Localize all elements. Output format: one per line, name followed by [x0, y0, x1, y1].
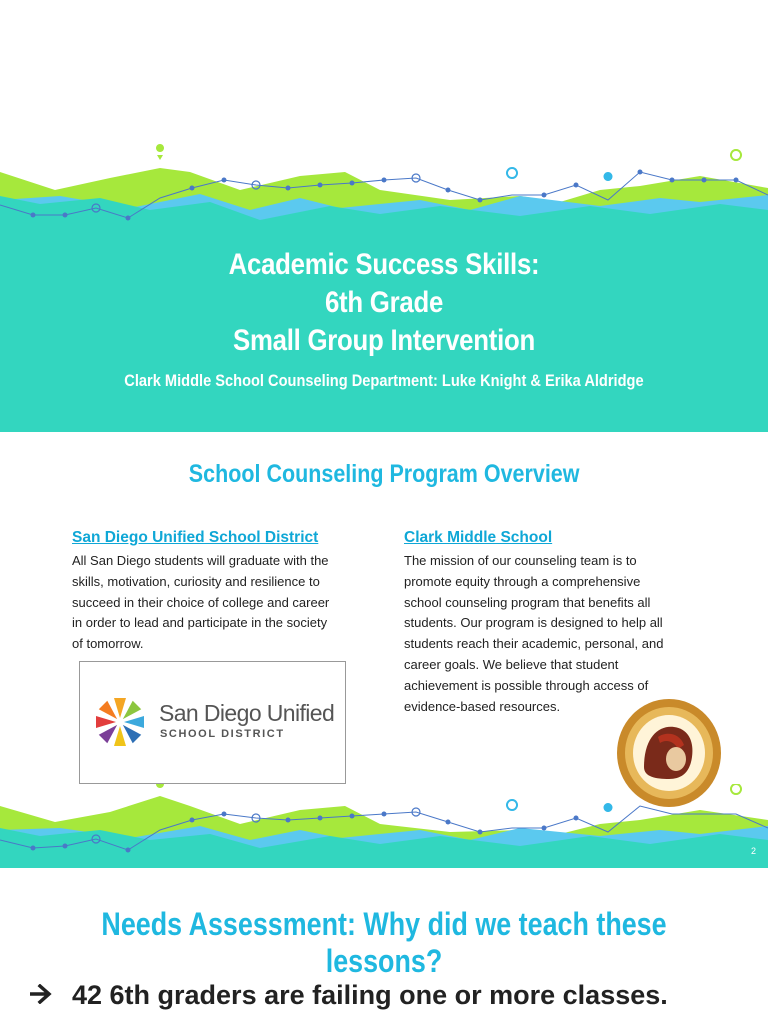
body-line: promote equity through a comprehensive — [404, 573, 641, 589]
arrow-right-icon — [30, 984, 52, 1004]
sdusd-logo — [79, 661, 346, 784]
sdusd-heading: San Diego Unified School District — [72, 529, 319, 546]
clark-body — [404, 551, 724, 717]
body-line: The mission of our counseling team is to — [404, 553, 637, 568]
body-line: students. Our program is designed to help all — [404, 615, 663, 631]
needs-assessment-slide — [0, 868, 768, 1024]
body-line: achievement is possible through access of — [404, 677, 649, 693]
needs-title-text: Needs Assessment: Why did we teach these lessons? — [101, 906, 667, 979]
body-line: career goals. We believe that student — [404, 656, 619, 672]
page-number: 2 — [750, 846, 756, 856]
title-line: 6th Grade — [324, 286, 444, 319]
bullet-text: 42 6th graders are failing one or more classes. — [72, 980, 668, 1010]
overview-title — [0, 460, 768, 489]
body-line: skills, motivation, curiosity and resilience to — [72, 573, 320, 589]
sdusd-body — [72, 551, 372, 655]
subtitle-text: Clark Middle School Counseling Department: Luke Knight & Erika Aldridge — [124, 371, 644, 390]
overview-title-text: School Counseling Program Overview — [188, 460, 580, 488]
body-line: evidence-based resources. — [404, 698, 561, 714]
wave-decoration-top — [0, 0, 768, 432]
body-line: All San Diego students will graduate with the — [72, 553, 329, 568]
trojan-emblem-icon — [614, 697, 724, 809]
star-logo-icon — [90, 692, 150, 752]
bullet-item — [30, 980, 668, 1011]
body-line: succeed in their choice of college and career — [72, 594, 330, 610]
needs-title — [0, 906, 768, 980]
logo-sub-text: SCHOOL DISTRICT — [160, 728, 285, 740]
body-line: school counseling program that benefits all — [404, 594, 651, 610]
title-line: Academic Success Skills: — [228, 248, 540, 281]
overview-slide — [0, 432, 768, 868]
body-line: of tomorrow. — [72, 636, 144, 652]
slide-subtitle — [0, 371, 768, 391]
slide-title — [0, 246, 768, 360]
clark-heading: Clark Middle School — [404, 529, 553, 546]
body-line: students reach their academic, personal, and — [404, 636, 664, 652]
title-line: Small Group Intervention — [232, 324, 536, 357]
body-line: in order to lead and participate in the society — [72, 615, 328, 631]
title-slide — [0, 0, 768, 432]
logo-main-text: San Diego Unified — [159, 700, 335, 726]
